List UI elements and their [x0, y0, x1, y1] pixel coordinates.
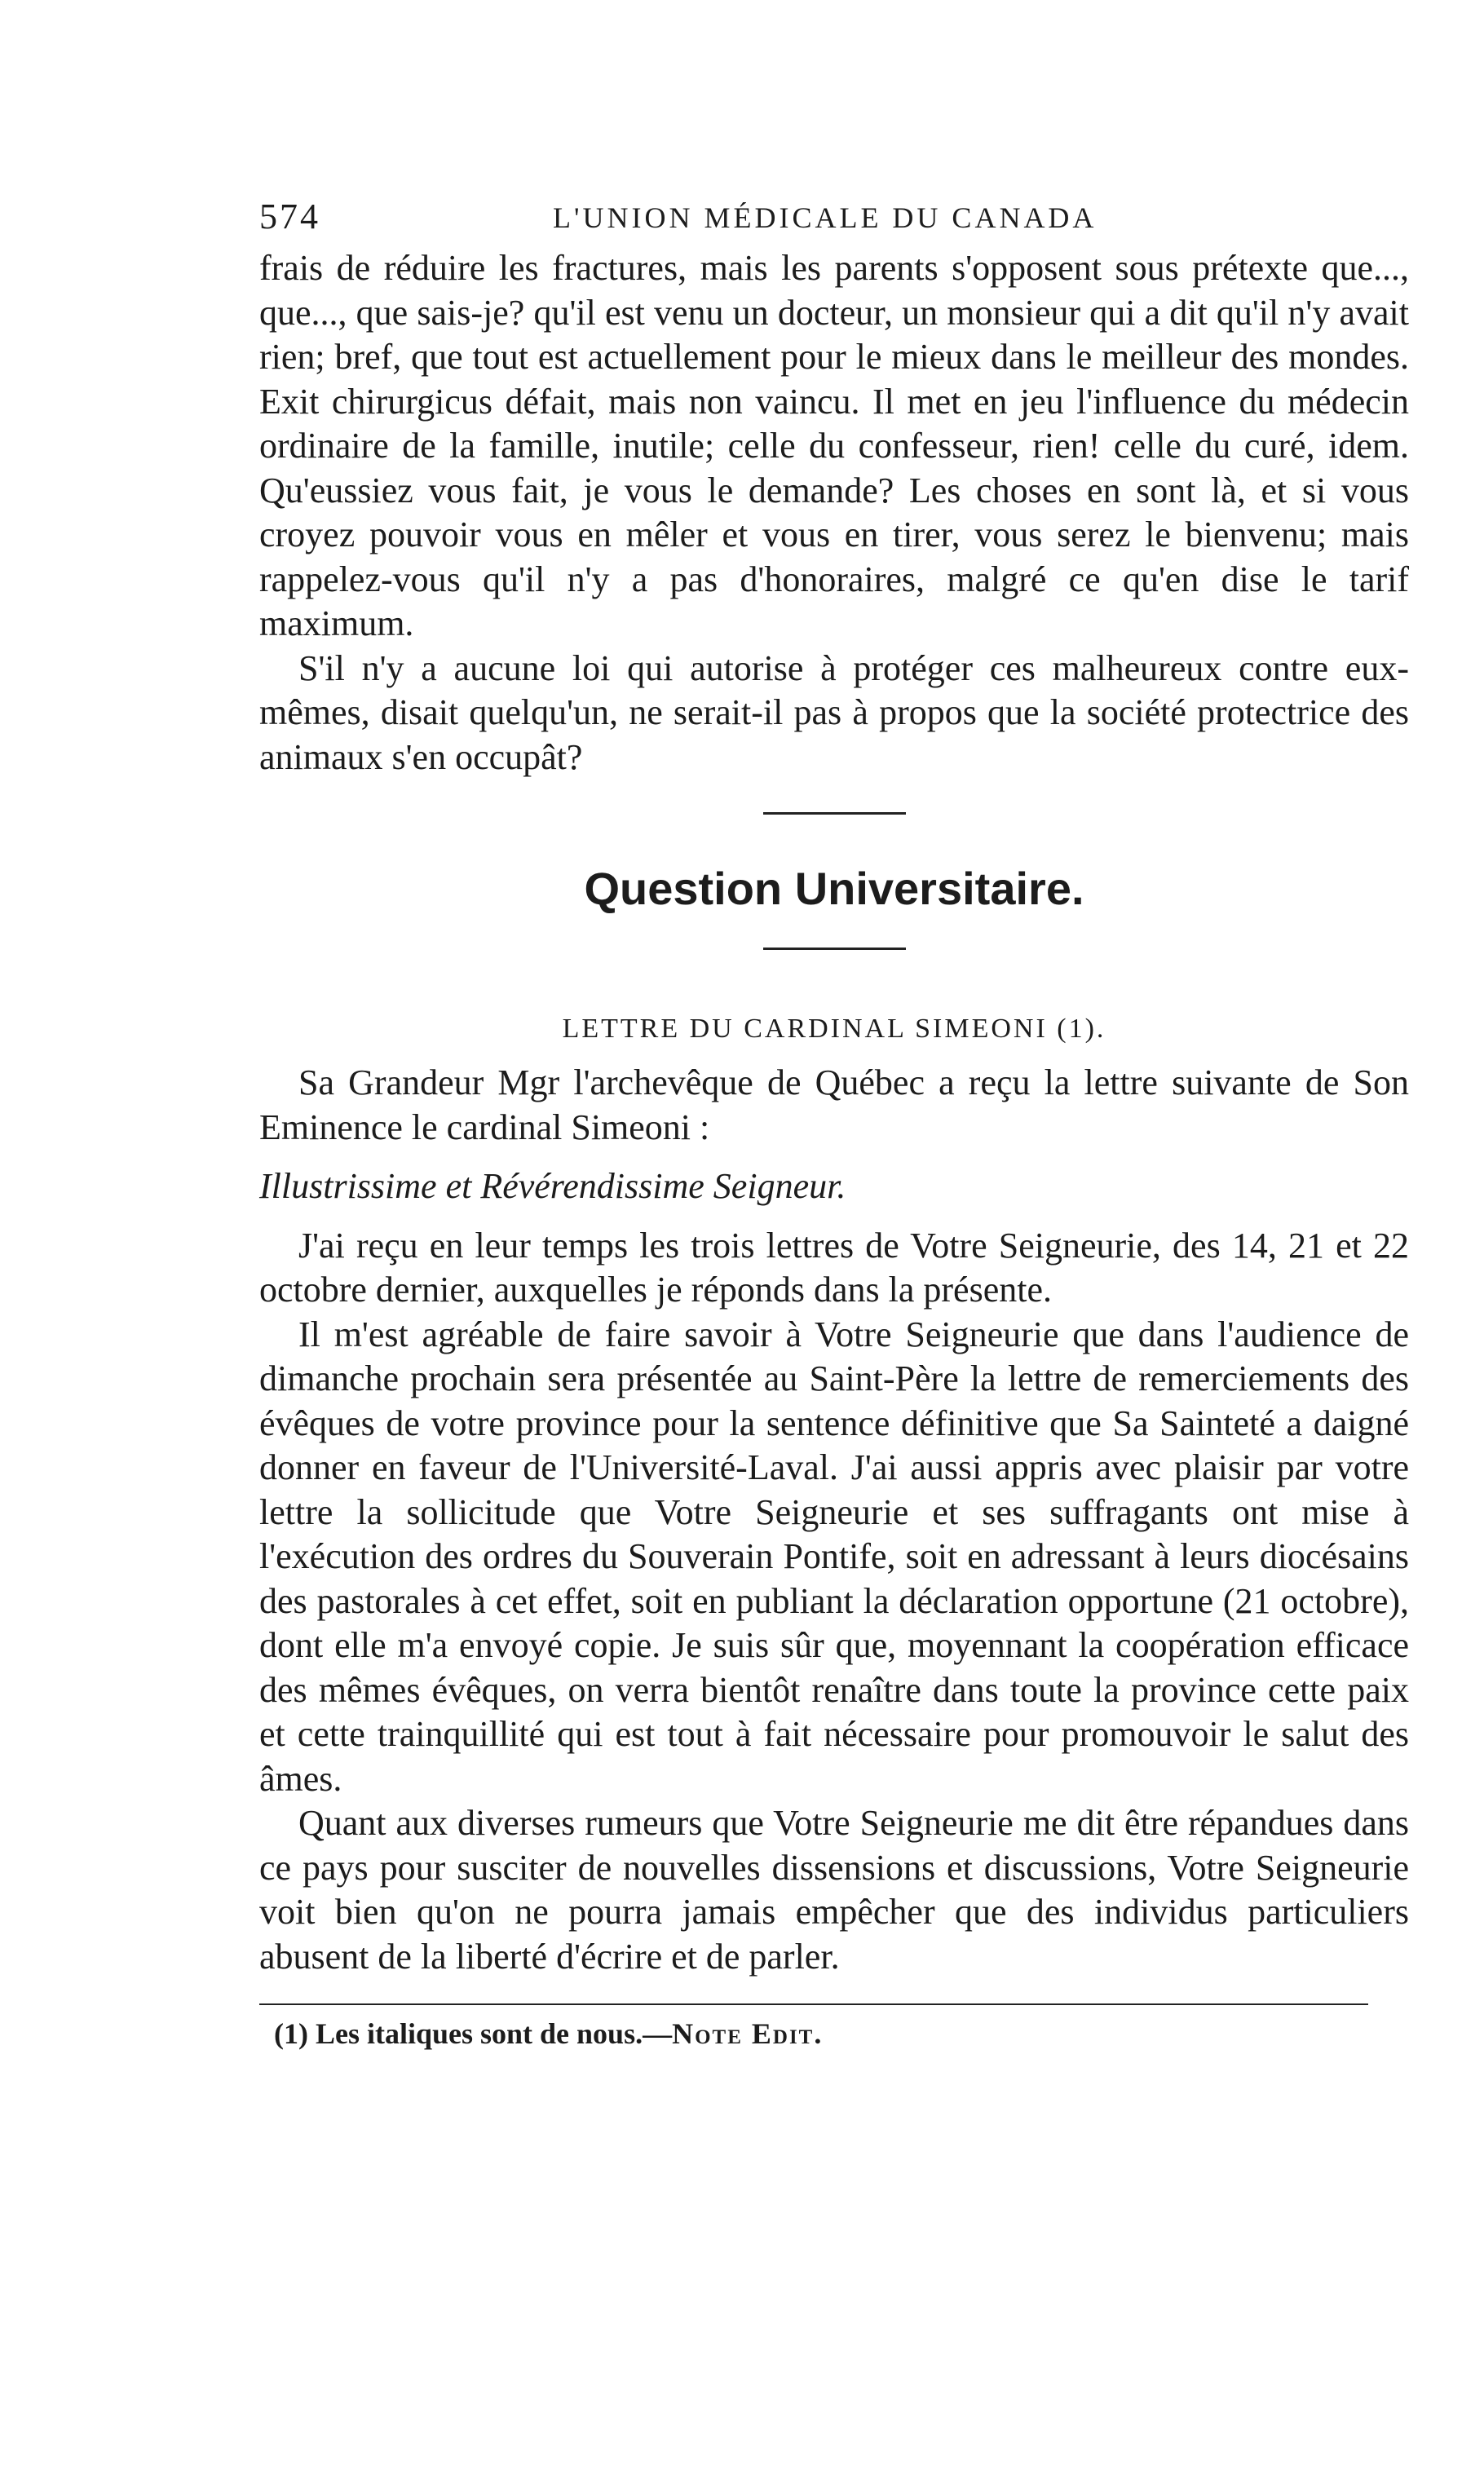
page: [259, 189, 1409, 2051]
letter-heading: LETTRE DU CARDINAL SIMEONI (1).: [562, 1014, 1106, 1044]
section-divider-top: [763, 812, 906, 815]
salutation: Illustrissime et Révérendissime Seigneur.: [259, 1166, 846, 1206]
running-title: L'UNION MÉDICALE DU CANADA: [553, 201, 1098, 234]
closing-paragraph: S'il n'y a aucune loi qui autorise à protéger ces malheureux contre eux-mêmes, disait quelqu'un, ne serait-il pas à propos que la société protectrice des animaux s'en occupât?: [259, 647, 1409, 777]
letter-paragraph: Quant aux diverses rumeurs que Votre Seigneurie me dit être répandues dans ce pays pour susciter de nouvelles dissensions et discussions, Votre Seigneurie voit bien qu'on ne pourra jamais empêcher que des individus particuliers abusent de la liberté d'écrire et de parler.: [259, 1803, 1409, 1977]
intro-paragraph: Sa Grandeur Mgr l'archevêque de Québec a reçu la lettre suivante de Son Eminence le cardinal Simeoni :: [259, 1062, 1409, 1147]
running-head: [259, 189, 1409, 246]
section-divider-bottom: [763, 948, 906, 950]
letter-paragraph: J'ai reçu en leur temps les trois lettres de Votre Seigneurie, des 14, 21 et 22 octobre dernier, auxquelles je réponds dans la présente.: [259, 1225, 1409, 1310]
page-number: 574: [259, 197, 320, 236]
section-title: Question Universitaire.: [584, 863, 1084, 914]
letter-paragraph: Il m'est agréable de faire savoir à Votre Seigneurie que dans l'audience de dimanche prochain sera présentée au Saint-Père la lettre de remerciements des évêques de votre province pour la sentence définitive que Sa Sainteté a daigné donner en faveur de l'Université-Laval. J'ai aussi appris avec plaisir par votre lettre la sollicitude que Votre Seigneurie et ses suffragants ont mise à l'exécution des ordres du Souverain Pontife, soit en adressant à leurs diocésains des pastorales à cet effet, soit en publiant la déclaration opportune (21 octobre), dont elle m'a envoyé copie. Je suis sûr que, moyennant la coopération efficace des mêmes évêques, on verra bientôt renaître dans toute la province cette paix et cette trainquillité qui est tout à fait nécessaire pour promouvoir le salut des âmes.: [259, 1314, 1409, 1799]
footnote: [274, 2017, 1409, 2051]
continuation-paragraph: frais de réduire les fractures, mais les parents s'opposent sous prétexte que..., que..., que sais-je? qu'il est venu un docteur, un monsieur qui a dit qu'il n'y avait rien; bref, que tout est actuellement pour le mieux dans le meilleur des mondes. Exit chirurgicus défait, mais non vaincu. Il met en jeu l'influence du médecin ordinaire de la famille, inutile; celle du confesseur, rien! celle du curé, idem. Qu'eussiez vous fait, je vous le demande? Les choses en sont là, et si vous croyez pouvoir vous en mêler et vous en tirer, vous serez le bienvenu; mais rappelez-vous qu'il n'y a pas d'honoraires, malgré ce qu'en dise le tarif maximum.: [259, 248, 1409, 643]
footnote-rule: [259, 2003, 1368, 2005]
footnote-text: Les italiques sont de nous.—: [315, 2017, 673, 2050]
footnote-attribution: Note Edit.: [672, 2017, 824, 2050]
footnote-marker: (1): [274, 2017, 308, 2050]
